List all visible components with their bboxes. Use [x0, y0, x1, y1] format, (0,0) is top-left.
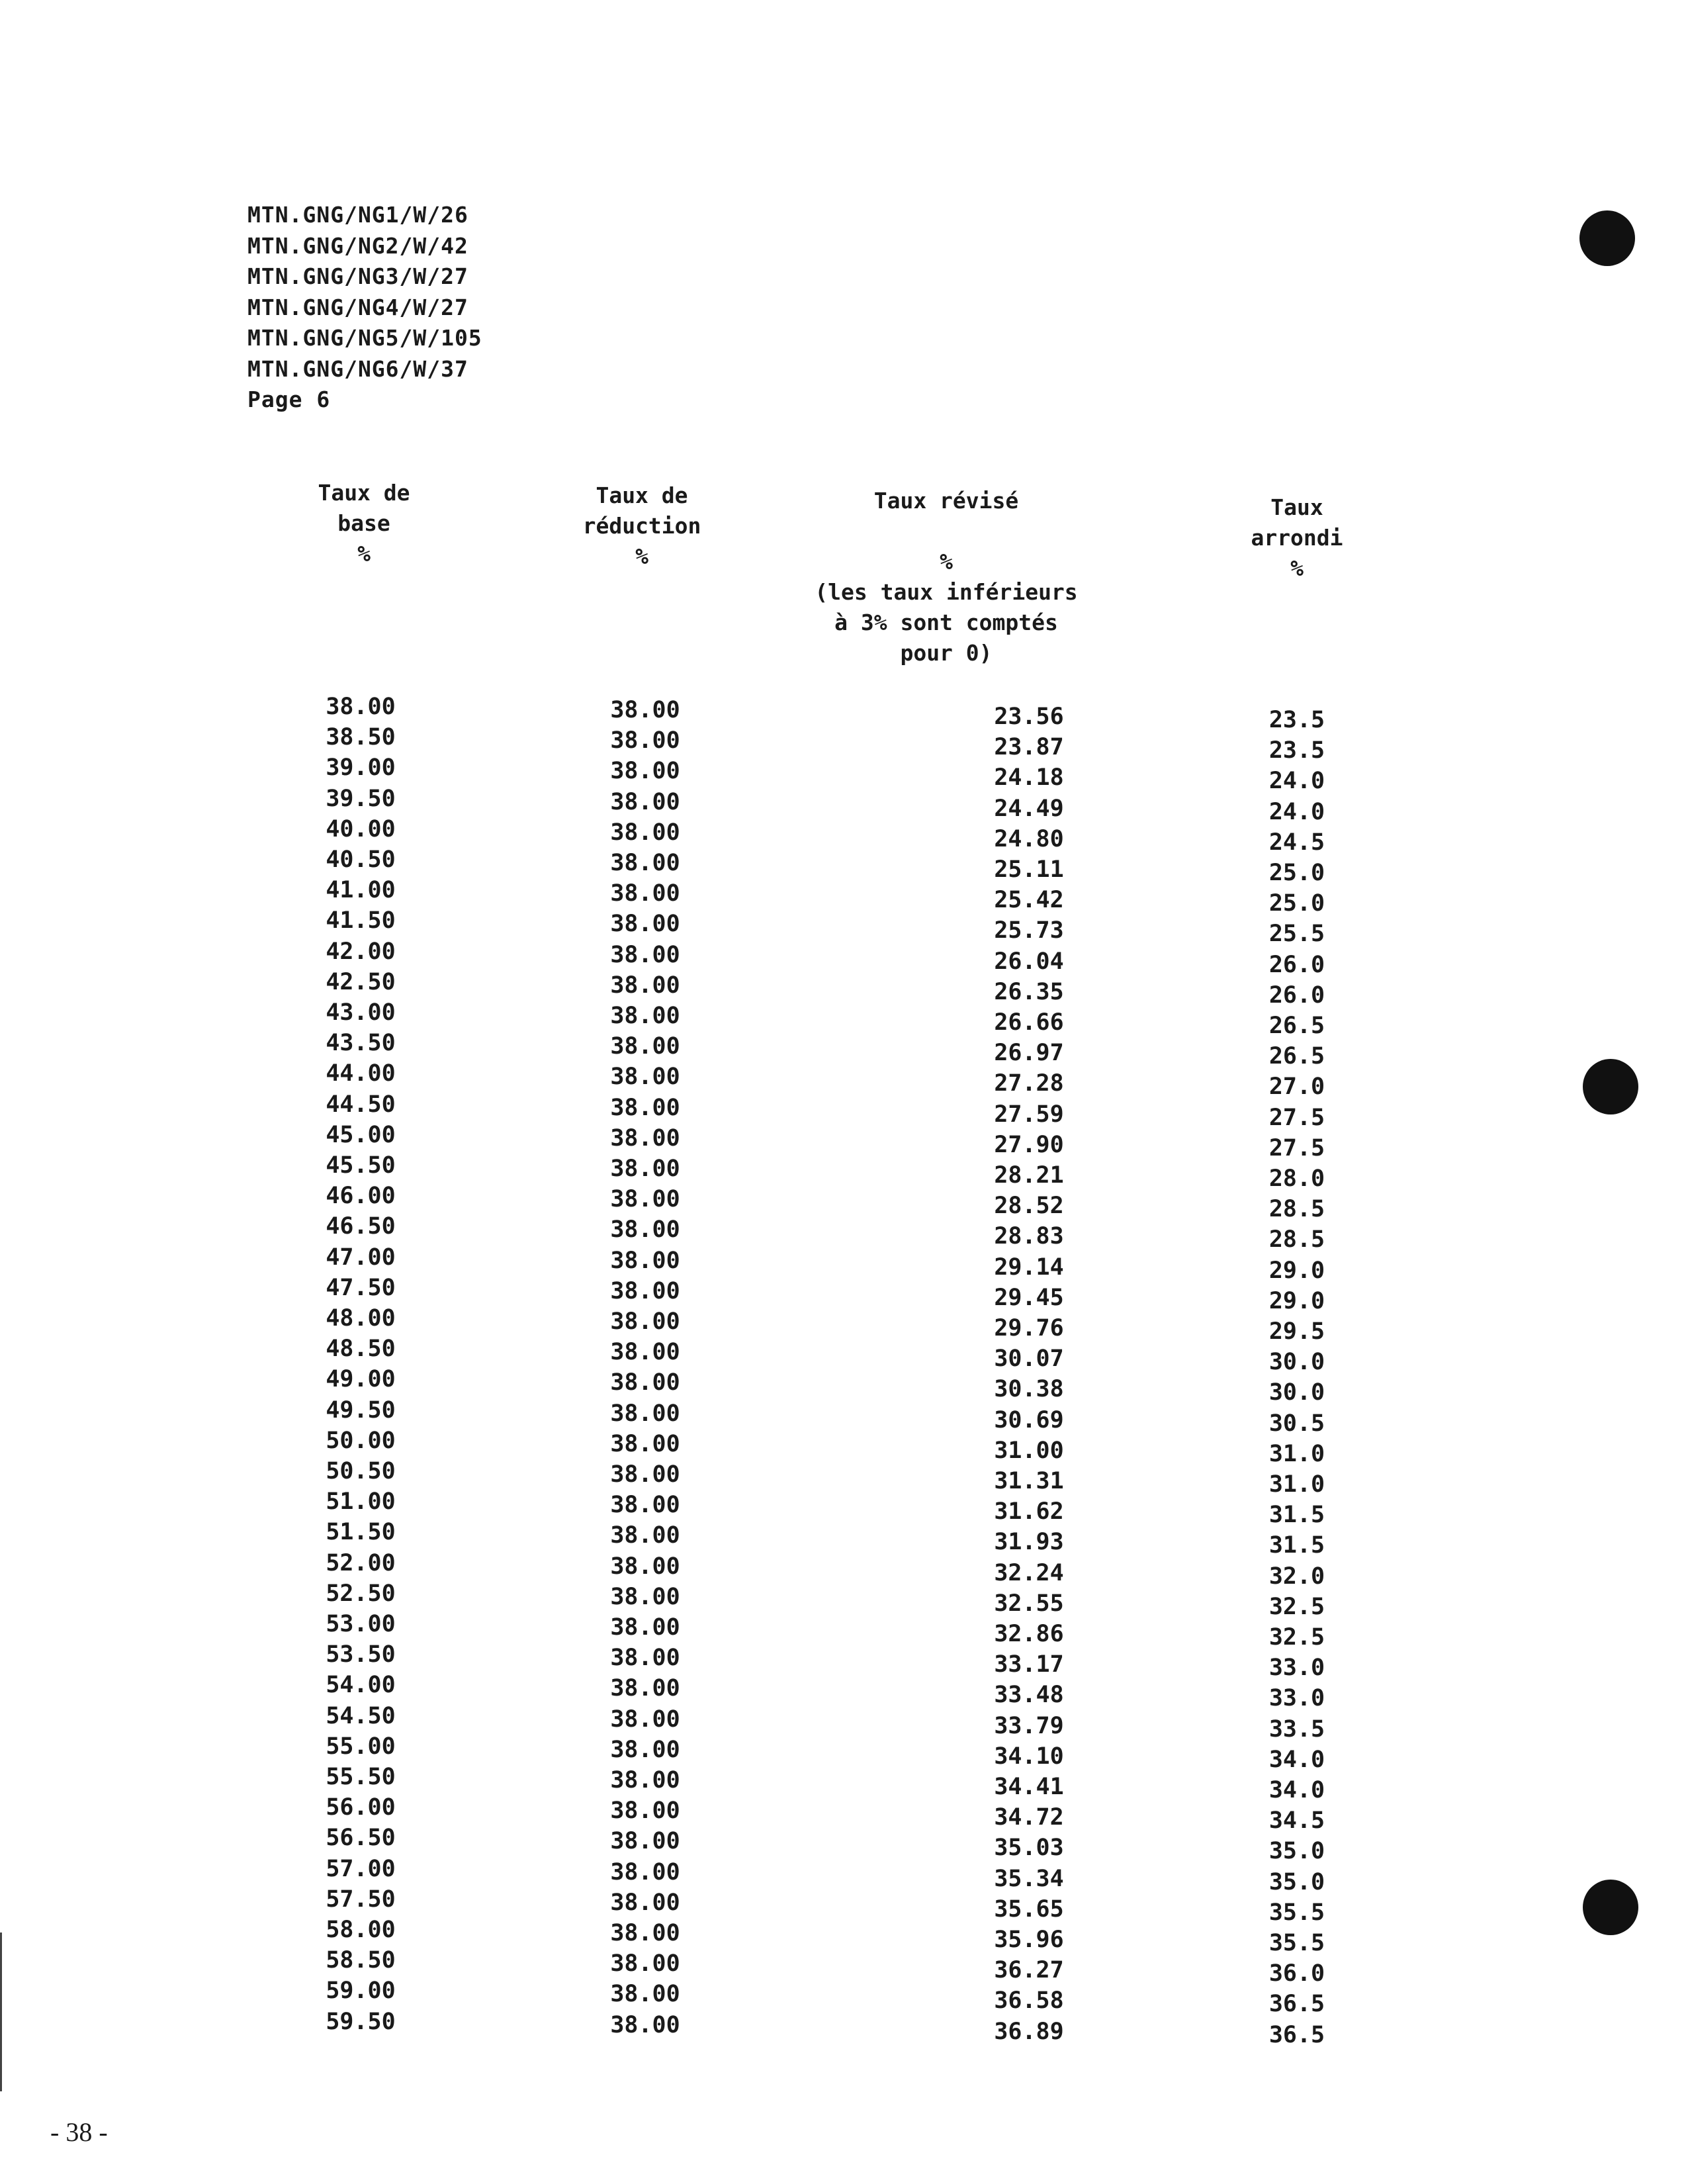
cell-reduction: 38.00 [610, 1981, 680, 2008]
cell-revised: 32.86 [994, 1621, 1064, 1647]
cell-reduction: 38.00 [610, 1889, 680, 1916]
page-number: - 38 - [50, 2117, 108, 2147]
cell-base: 47.50 [326, 1274, 396, 1301]
cell-revised: 31.31 [994, 1468, 1064, 1494]
cell-base: 38.50 [326, 724, 396, 751]
cell-base: 53.50 [326, 1641, 396, 1668]
cell-reduction: 38.00 [610, 1247, 680, 1274]
header-reduction-unit: % [635, 543, 648, 569]
cell-reduction: 38.00 [610, 972, 680, 999]
header-rounded-unit: % [1290, 555, 1304, 581]
cell-revised: 35.34 [994, 1865, 1064, 1892]
cell-reduction: 38.00 [610, 1583, 680, 1610]
cell-rounded: 23.5 [1268, 707, 1325, 733]
cell-reduction: 38.00 [610, 1614, 680, 1641]
cell-rounded: 29.5 [1268, 1318, 1325, 1345]
cell-revised: 35.65 [994, 1895, 1064, 1923]
header-rounded-line-2: arrondi [1251, 525, 1343, 551]
cell-base: 44.50 [326, 1091, 396, 1118]
cell-rounded: 36.0 [1268, 1960, 1325, 1987]
cell-reduction: 38.00 [610, 1156, 680, 1182]
cell-reduction: 38.00 [610, 1033, 680, 1060]
cell-reduction: 38.00 [610, 1645, 680, 1672]
cell-revised: 34.10 [994, 1743, 1064, 1770]
cell-reduction: 38.00 [610, 941, 680, 968]
cell-rounded: 31.0 [1268, 1471, 1325, 1498]
cell-reduction: 38.00 [610, 1339, 680, 1366]
header-base-unit: % [357, 541, 371, 567]
cell-base: 45.00 [326, 1121, 396, 1148]
cell-base: 54.00 [326, 1672, 396, 1699]
cell-revised: 26.04 [994, 948, 1064, 975]
header-revised-line-1: Taux révisé [873, 488, 1019, 514]
doc-ref-ng3: MTN.GNG/NG3/W/27 [247, 263, 468, 289]
header-revised-note-1: (les taux inférieurs [815, 579, 1078, 605]
cell-reduction: 38.00 [610, 1950, 680, 1978]
cell-base: 42.50 [326, 968, 396, 995]
cell-revised: 24.80 [994, 825, 1064, 852]
header-revised-note-2: à 3% sont comptés [834, 610, 1058, 635]
cell-base: 51.50 [326, 1519, 396, 1546]
cell-reduction: 38.00 [610, 819, 680, 846]
cell-rounded: 35.0 [1268, 1838, 1325, 1865]
cell-reduction: 38.00 [610, 1797, 680, 1825]
cell-revised: 27.28 [994, 1070, 1064, 1097]
cell-reduction: 38.00 [610, 727, 680, 754]
cell-rounded: 24.0 [1268, 768, 1325, 795]
cell-base: 52.50 [326, 1580, 396, 1607]
cell-reduction: 38.00 [610, 2011, 680, 2038]
cell-rounded: 32.5 [1268, 1593, 1325, 1620]
cell-base: 47.00 [326, 1244, 396, 1271]
header-rounded-rate [1218, 492, 1376, 584]
cell-base: 58.00 [326, 1917, 396, 1943]
cell-rounded: 32.5 [1268, 1624, 1325, 1651]
cell-rounded: 30.0 [1268, 1349, 1325, 1376]
header-revised-rate [754, 486, 1138, 668]
cell-revised: 23.56 [994, 704, 1064, 730]
cell-rounded: 35.0 [1268, 1868, 1325, 1895]
cell-reduction: 38.00 [610, 1430, 680, 1457]
cell-rounded: 36.5 [1268, 1991, 1325, 2018]
cell-reduction: 38.00 [610, 850, 680, 876]
cell-revised: 25.42 [994, 887, 1064, 914]
cell-base: 43.50 [326, 1030, 396, 1057]
cell-revised: 24.49 [994, 795, 1064, 822]
cell-revised: 28.83 [994, 1223, 1064, 1250]
cell-reduction: 38.00 [610, 1828, 680, 1855]
cell-rounded: 31.5 [1268, 1502, 1325, 1529]
cell-revised: 27.59 [994, 1101, 1064, 1128]
cell-revised: 31.00 [994, 1437, 1064, 1464]
cell-revised: 32.55 [994, 1590, 1064, 1617]
cell-revised: 29.14 [994, 1253, 1064, 1281]
cell-reduction: 38.00 [610, 1400, 680, 1427]
cell-rounded: 24.5 [1268, 829, 1325, 856]
cell-revised: 31.93 [994, 1529, 1064, 1556]
cell-reduction: 38.00 [610, 1920, 680, 1946]
cell-revised: 23.87 [994, 734, 1064, 761]
cell-rounded: 25.5 [1268, 921, 1325, 948]
cell-rounded: 28.5 [1268, 1196, 1325, 1223]
cell-rounded: 28.5 [1268, 1226, 1325, 1253]
cell-reduction: 38.00 [610, 1186, 680, 1213]
cell-base: 55.00 [326, 1733, 396, 1760]
cell-revised: 29.45 [994, 1284, 1064, 1311]
cell-base: 56.50 [326, 1825, 396, 1852]
cell-revised: 33.48 [994, 1682, 1064, 1709]
cell-rounded: 33.5 [1268, 1715, 1325, 1743]
cell-rounded: 36.5 [1268, 2021, 1325, 2048]
cell-reduction: 38.00 [610, 1369, 680, 1396]
cell-reduction: 38.00 [610, 1461, 680, 1488]
cell-reduction: 38.00 [610, 1216, 680, 1244]
cell-base: 59.50 [326, 2008, 396, 2035]
cell-rounded: 35.5 [1268, 1930, 1325, 1956]
cell-rounded: 32.0 [1268, 1563, 1325, 1590]
header-reduction-line-2: réduction [582, 513, 701, 539]
cell-rounded: 26.5 [1268, 1043, 1325, 1070]
cell-reduction: 38.00 [610, 1522, 680, 1549]
header-base-line-1: Taux de [318, 480, 410, 506]
cell-revised: 31.62 [994, 1498, 1064, 1525]
cell-base: 55.50 [326, 1764, 396, 1790]
header-base-line-2: base [337, 510, 390, 536]
cell-revised: 34.41 [994, 1774, 1064, 1800]
cell-base: 45.50 [326, 1152, 396, 1179]
cell-reduction: 38.00 [610, 758, 680, 785]
header-rounded-line-1: Taux [1270, 494, 1323, 520]
cell-base: 57.50 [326, 1886, 396, 1913]
header-revised-note-3: pour 0) [900, 640, 993, 666]
cell-rounded: 26.5 [1268, 1013, 1325, 1039]
cell-base: 40.50 [326, 846, 396, 873]
cell-rounded: 34.0 [1268, 1777, 1325, 1803]
cell-rounded: 28.0 [1268, 1165, 1325, 1192]
cell-base: 46.00 [326, 1183, 396, 1210]
cell-rounded: 30.0 [1268, 1379, 1325, 1406]
cell-revised: 29.76 [994, 1315, 1064, 1342]
doc-ref-ng4: MTN.GNG/NG4/W/27 [247, 294, 468, 320]
cell-revised: 28.52 [994, 1193, 1064, 1220]
cell-rounded: 26.0 [1268, 981, 1325, 1009]
header-reduction-line-1: Taux de [596, 482, 688, 508]
cell-base: 52.00 [326, 1549, 396, 1576]
cell-base: 39.00 [326, 754, 396, 782]
cell-revised: 24.18 [994, 764, 1064, 792]
cell-reduction: 38.00 [610, 1277, 680, 1304]
cell-reduction: 38.00 [610, 1308, 680, 1335]
cell-rounded: 29.0 [1268, 1257, 1325, 1284]
cell-base: 49.50 [326, 1396, 396, 1424]
cell-revised: 30.69 [994, 1406, 1064, 1433]
cell-rounded: 25.0 [1268, 890, 1325, 917]
cell-base: 53.00 [326, 1611, 396, 1637]
cell-base: 58.50 [326, 1947, 396, 1974]
cell-reduction: 38.00 [610, 1675, 680, 1702]
cell-rounded: 31.5 [1268, 1532, 1325, 1559]
cell-rounded: 25.0 [1268, 860, 1325, 886]
cell-revised: 28.21 [994, 1162, 1064, 1189]
cell-base: 44.00 [326, 1060, 396, 1087]
cell-rounded: 31.0 [1268, 1440, 1325, 1467]
cell-rounded: 27.5 [1268, 1104, 1325, 1131]
cell-base: 57.00 [326, 1855, 396, 1882]
punch-hole [1579, 210, 1635, 266]
cell-reduction: 38.00 [610, 1094, 680, 1121]
cell-revised: 35.96 [994, 1927, 1064, 1953]
cell-revised: 26.97 [994, 1040, 1064, 1067]
cell-reduction: 38.00 [610, 1767, 680, 1794]
cell-rounded: 33.0 [1268, 1655, 1325, 1682]
cell-rounded: 30.5 [1268, 1410, 1325, 1437]
cell-base: 43.00 [326, 999, 396, 1026]
header-revised-spacer [754, 516, 1138, 547]
cell-base: 49.00 [326, 1366, 396, 1393]
cell-rounded: 26.0 [1268, 951, 1325, 978]
cell-rounded: 35.5 [1268, 1899, 1325, 1926]
cell-revised: 25.11 [994, 856, 1064, 883]
cell-reduction: 38.00 [610, 1064, 680, 1091]
cell-revised: 34.72 [994, 1804, 1064, 1831]
cell-revised: 32.24 [994, 1559, 1064, 1586]
cell-revised: 35.03 [994, 1835, 1064, 1862]
cell-base: 41.00 [326, 877, 396, 904]
page-label: Page 6 [247, 387, 331, 412]
cell-revised: 30.07 [994, 1345, 1064, 1373]
cell-revised: 36.58 [994, 1987, 1064, 2015]
header-revised-unit: % [940, 549, 953, 574]
cell-revised: 36.89 [994, 2018, 1064, 2045]
cell-base: 50.50 [326, 1458, 396, 1484]
cell-rounded: 33.0 [1268, 1685, 1325, 1712]
margin-edge-line [0, 1933, 2, 2091]
punch-hole [1583, 1059, 1638, 1115]
cell-base: 40.00 [326, 815, 396, 842]
cell-revised: 26.66 [994, 1009, 1064, 1036]
cell-revised: 26.35 [994, 978, 1064, 1005]
cell-rounded: 29.0 [1268, 1287, 1325, 1314]
cell-revised: 36.27 [994, 1957, 1064, 1984]
cell-reduction: 38.00 [610, 1736, 680, 1763]
cell-revised: 27.90 [994, 1131, 1064, 1158]
cell-revised: 33.17 [994, 1651, 1064, 1678]
cell-reduction: 38.00 [610, 1124, 680, 1152]
cell-base: 48.50 [326, 1336, 396, 1363]
cell-reduction: 38.00 [610, 1553, 680, 1580]
cell-rounded: 34.5 [1268, 1807, 1325, 1835]
doc-ref-ng5: MTN.GNG/NG5/W/105 [247, 325, 482, 351]
cell-revised: 25.73 [994, 917, 1064, 944]
cell-base: 51.00 [326, 1488, 396, 1516]
punch-hole [1583, 1880, 1638, 1935]
cell-base: 56.00 [326, 1794, 396, 1821]
cell-reduction: 38.00 [610, 788, 680, 815]
cell-base: 48.00 [326, 1305, 396, 1332]
cell-revised: 30.38 [994, 1376, 1064, 1403]
cell-base: 39.50 [326, 785, 396, 812]
cell-rounded: 27.0 [1268, 1073, 1325, 1101]
cell-rounded: 24.0 [1268, 798, 1325, 825]
cell-reduction: 38.00 [610, 1003, 680, 1029]
cell-base: 46.50 [326, 1213, 396, 1240]
cell-base: 38.00 [326, 694, 396, 720]
document-references [247, 200, 482, 416]
cell-base: 50.00 [326, 1427, 396, 1454]
header-base-rate [285, 478, 443, 569]
header-reduction-rate [549, 480, 734, 572]
cell-reduction: 38.00 [610, 1492, 680, 1519]
cell-reduction: 38.00 [610, 911, 680, 938]
cell-base: 42.00 [326, 938, 396, 965]
cell-rounded: 27.5 [1268, 1134, 1325, 1161]
cell-reduction: 38.00 [610, 697, 680, 723]
doc-ref-ng6: MTN.GNG/NG6/W/37 [247, 355, 468, 382]
cell-base: 41.50 [326, 907, 396, 934]
cell-revised: 33.79 [994, 1712, 1064, 1739]
cell-base: 54.50 [326, 1702, 396, 1729]
cell-rounded: 34.0 [1268, 1746, 1325, 1773]
cell-reduction: 38.00 [610, 1706, 680, 1733]
cell-reduction: 38.00 [610, 1858, 680, 1886]
cell-base: 59.00 [326, 1978, 396, 2005]
doc-ref-ng2: MTN.GNG/NG2/W/42 [247, 232, 468, 259]
doc-ref-ng1: MTN.GNG/NG1/W/26 [247, 202, 468, 228]
cell-reduction: 38.00 [610, 880, 680, 907]
cell-rounded: 23.5 [1268, 737, 1325, 764]
